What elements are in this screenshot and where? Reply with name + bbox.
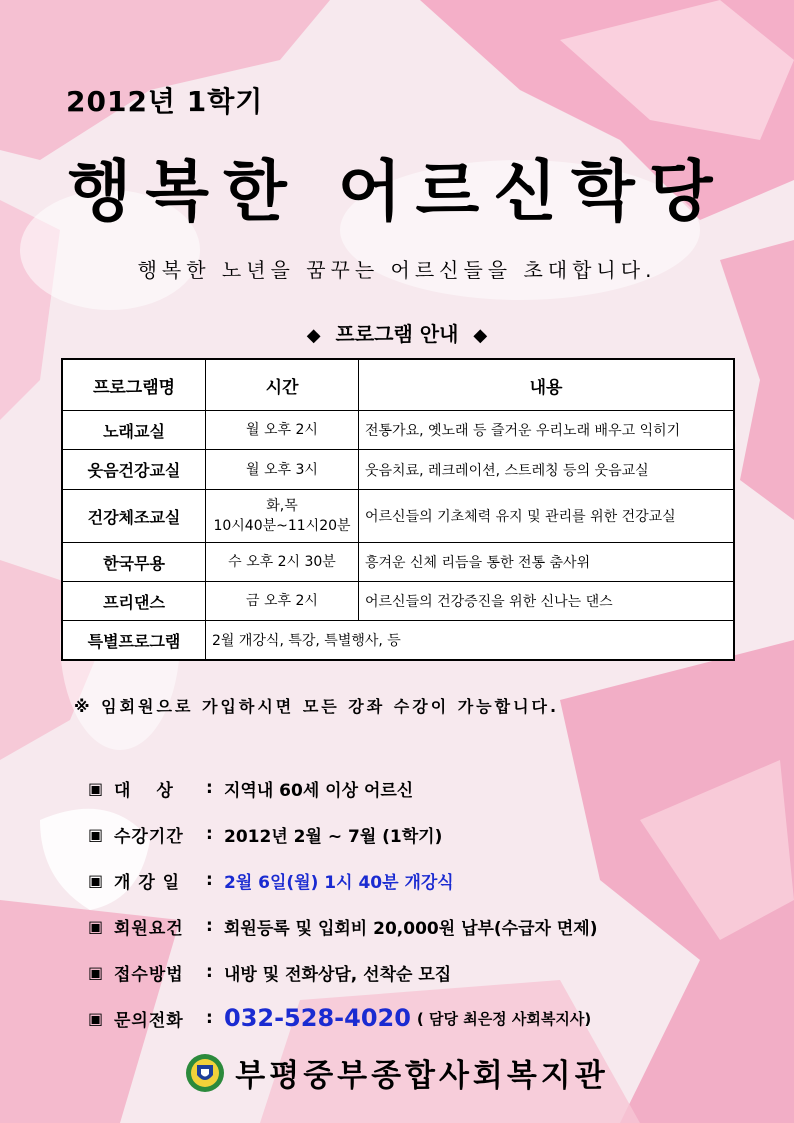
organization-footer [0,1050,794,1095]
program-time-days: 화,목 [266,498,298,514]
membership-note: ※ 임회원으로 가입하시면 모든 강좌 수강이 가능합니다. [74,697,560,716]
info-row-target [88,766,597,810]
program-time: 수 오후 2시 30분 [206,543,359,582]
program-heading-text: 프로그램 안내 [335,322,459,346]
info-colon: : [206,1008,213,1028]
term-label: 2012년 1학기 [66,85,264,118]
info-colon: : [206,962,213,982]
program-name: 프리댄스 [62,582,206,621]
contact-phone-number: 032-528-4020 [224,1004,411,1032]
program-name: 웃음건강교실 [62,450,206,490]
organization-name: 부평중부종합사회복지관 [235,1058,609,1094]
info-colon: : [206,778,213,798]
info-value: 2월 6일(월) 1시 40분 개강식 [224,872,454,893]
program-time: 월 오후 3시 [206,450,359,490]
program-time: 금 오후 2시 [206,582,359,621]
info-label: 문의전화 [114,1010,184,1031]
info-list [88,766,597,1042]
program-table [61,358,735,661]
square-bullet-icon: ▣ [88,962,104,982]
info-value: 2012년 2월 ~ 7월 (1학기) [224,826,443,847]
info-row-contact [88,996,597,1040]
program-name: 건강체조교실 [62,490,206,543]
poster-subtitle: 행복한 노년을 꿈꾸는 어르신들을 초대합니다. [137,258,657,282]
table-row [62,582,734,621]
info-colon: : [206,870,213,890]
info-row-membership [88,904,597,948]
program-name: 특별프로그램 [62,621,206,661]
program-desc: 전통가요, 옛노래 등 즐거운 우리노래 배우고 익히기 [359,411,735,450]
square-bullet-icon: ▣ [88,778,104,798]
square-bullet-icon: ▣ [88,916,104,936]
program-desc: 어르신들의 기초체력 유지 및 관리를 위한 건강교실 [359,490,735,543]
info-label: 회원요건 [114,918,184,939]
table-row [62,621,734,661]
info-colon: : [206,916,213,936]
program-desc: 웃음치료, 레크레이션, 스트레칭 등의 웃음교실 [359,450,735,490]
table-header-row [62,359,734,411]
info-row-registration [88,950,597,994]
square-bullet-icon: ▣ [88,1008,104,1028]
program-desc: 흥겨운 신체 리듬을 통한 전통 춤사위 [359,543,735,582]
table-row [62,411,734,450]
info-label: 수강기간 [114,826,184,847]
program-time-hours: 10시40분~11시20분 [213,518,351,534]
diamond-icon: ◆ [306,325,321,346]
info-row-opening [88,858,597,902]
table-row [62,543,734,582]
square-bullet-icon: ▣ [88,824,104,844]
program-heading [0,318,794,347]
column-header-time: 시간 [206,359,359,411]
column-header-desc: 내용 [359,359,735,411]
program-time [206,490,359,543]
program-desc: 어르신들의 건강증진을 위한 신나는 댄스 [359,582,735,621]
program-name: 노래교실 [62,411,206,450]
info-row-period [88,812,597,856]
info-value: 내방 및 전화상담, 선착순 모집 [224,964,452,985]
program-name: 한국무용 [62,543,206,582]
welfare-center-emblem-icon [185,1053,225,1093]
info-label: 개 강 일 [114,872,181,893]
diamond-icon: ◆ [473,325,488,346]
info-label: 접수방법 [114,964,184,985]
square-bullet-icon: ▣ [88,870,104,890]
table-row [62,490,734,543]
column-header-name: 프로그램명 [62,359,206,411]
info-label: 대 상 [114,780,174,801]
info-value: 지역내 60세 이상 어르신 [224,780,414,801]
table-row [62,450,734,490]
program-time: 월 오후 2시 [206,411,359,450]
poster-title: 행복한 어르신학당 [67,153,727,230]
program-desc: 2월 개강식, 특강, 특별행사, 등 [206,621,735,661]
info-value: 회원등록 및 입회비 20,000원 납부(수급자 면제) [224,918,598,939]
info-value: ( 담당 최은정 사회복지사) [416,1009,592,1028]
info-colon: : [206,824,213,844]
